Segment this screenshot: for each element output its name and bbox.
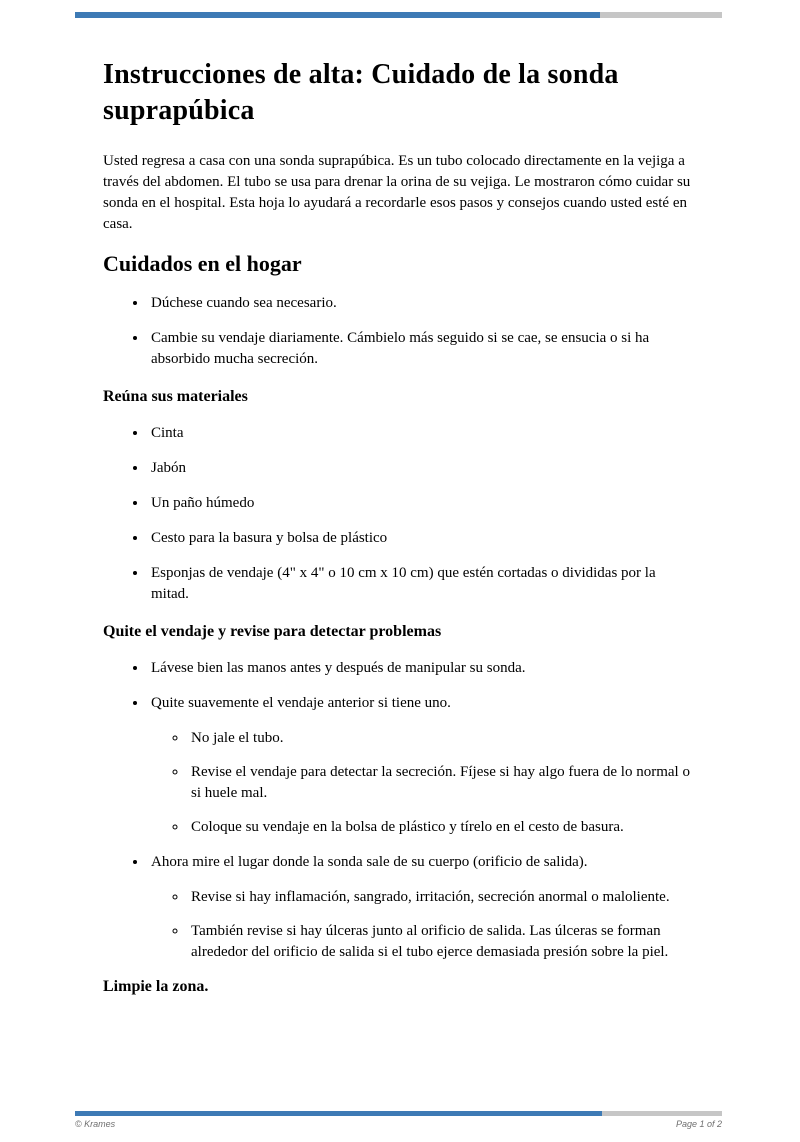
page-title: Instrucciones de alta: Cuidado de la sonda suprapúbica [103,59,619,126]
footer-text-row [75,1118,722,1130]
page-number-label: Page 1 of 2 [675,1119,722,1129]
materials-list [103,423,695,605]
sub-list-item: ◦ Revise el vendaje para detectar la secreción. Fíjese si hay algo fuera de lo normal o si huele mal. [188,762,695,804]
list-item: • Esponjas de vendaje (4" x 4" o 10 cm x 10 cm) que estén cortadas o divididas por la mitad. [148,563,695,605]
document-page [0,12,800,1142]
sub-list-item: ◦ También revise si hay úlceras junto al orificio de salida. Las úlceras se forman alrededor del orificio de salida si el tubo ejerce demasiada presión sobre la piel. [188,921,695,963]
list-item-text: Quite suavemente el vendaje anterior si tiene uno. [151,695,451,711]
list-item: • Lávese bien las manos antes y después de manipular su sonda. [148,658,695,679]
section-heading-home-care: Cuidados en el hogar [103,251,302,276]
list-item [148,852,695,963]
footer-rule-gray-segment [602,1111,722,1116]
list-item: • Un paño húmedo [148,493,695,514]
footer-rule-blue-segment [75,1111,602,1116]
top-rule-gray-segment [600,12,722,18]
sub-list [151,887,695,963]
top-rule-blue-segment [75,12,600,18]
list-item: • Cesto para la basura y bolsa de plástico [148,528,695,549]
list-item [148,693,695,838]
subsection-heading-clean-area: Limpie la zona. [103,978,209,995]
subsection-heading-remove-bandage: Quite el vendaje y revise para detectar problemas [103,623,442,640]
sub-list [151,728,695,838]
document-content [0,57,800,997]
sub-list-item: ◦ No jale el tubo. [188,728,695,749]
list-item: • Dúchese cuando sea necesario. [148,293,695,314]
subsection-heading-materials: Reúna sus materiales [103,388,248,405]
list-item: • Cinta [148,423,695,444]
sub-list-item: ◦ Coloque su vendaje en la bolsa de plástico y tírelo en el cesto de basura. [188,817,695,838]
list-item: • Jabón [148,458,695,479]
remove-bandage-list [103,658,695,963]
top-divider-rule [75,12,722,18]
list-item-text: Ahora mire el lugar donde la sonda sale de su cuerpo (orificio de salida). [151,854,588,870]
page-footer [75,1111,722,1130]
sub-list-item: ◦ Revise si hay inflamación, sangrado, irritación, secreción anormal o maloliente. [188,887,695,908]
intro-paragraph: Usted regresa a casa con una sonda suprapúbica. Es un tubo colocado directamente en la vejiga a través del abdomen. El tubo se usa para drenar la orina de su vejiga. Le mostraron cómo cuidar su sonda en el hospital. Esta hoja lo ayudará a recordarle esos pasos y consejos cuando usted esté en casa. [103,153,691,232]
list-item: • Cambie su vendaje diariamente. Cámbielo más seguido si se cae, se ensucia o si ha absorbido mucha secreción. [148,328,695,370]
home-care-list [103,293,695,370]
copyright-text: © Krames [75,1119,116,1129]
footer-divider-rule [75,1111,722,1116]
